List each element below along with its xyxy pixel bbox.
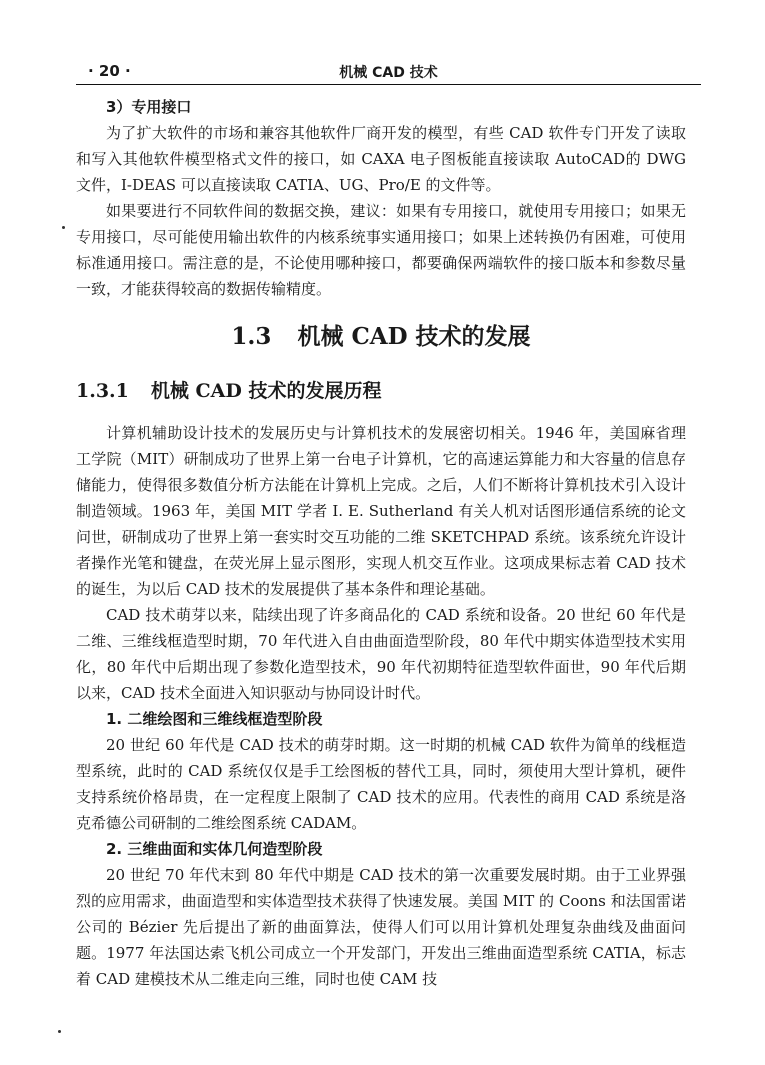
stage1-heading: 1. 二维绘图和三维线框造型阶段 [106, 710, 323, 728]
subsection-title: 机械 CAD 技术的发展历程 [150, 380, 382, 402]
page-number: · 20 · [88, 62, 131, 80]
paragraph: 为了扩大软件的市场和兼容其他软件厂商开发的模型，有些 CAD 软件专门开发了读取和写入其他软件模型格式文件的接口，如 CAXA 电子图板能直接读取 AutoCAD的 DWG 文件，I-DEAS 可以直接读取 CATIA、UG、Pro/E 的文件等。 [76, 124, 686, 194]
subsection-heading [76, 376, 686, 406]
scan-speck [58, 1030, 61, 1033]
running-title: 机械 CAD 技术 [339, 65, 438, 81]
paragraph: 20 世纪 60 年代是 CAD 技术的萌芽时期。这一时期的机械 CAD 软件为简单的线框造型系统，此时的 CAD 系统仅仅是手工绘图板的替代工具，同时，须使用大型计算机，硬件支持系统价格昂贵，在一定程度上限制了 CAD 技术的应用。代表性的商用 CAD 系统是洛克希德公司研制的二维绘图系统 CADAM。 [76, 736, 686, 832]
stage2-heading: 2. 三维曲面和实体几何造型阶段 [106, 840, 323, 858]
page-header [76, 50, 701, 85]
paragraph: CAD 技术萌芽以来，陆续出现了许多商品化的 CAD 系统和设备。20 世纪 60 年代是二维、三维线框造型时期，70 年代进入自由曲面造型阶段，80 年代中期实体造型技术实用化，80 年代中后期出现了参数化造型技术，90 年代初期特征造型软件面世，90 年代后期以来，CAD 技术全面进入知识驱动与协同设计时代。 [76, 606, 686, 702]
page-content [76, 94, 686, 992]
subsection-number: 1.3.1 [76, 380, 129, 402]
interface-heading: 3）专用接口 [106, 98, 192, 116]
paragraph: 20 世纪 70 年代末到 80 年代中期是 CAD 技术的第一次重要发展时期。由于工业界强烈的应用需求，曲面造型和实体造型技术获得了快速发展。美国 MIT 的 Coons 和法国雷诺公司的 Bézier 先后提出了新的曲面算法，使得人们可以用计算机处理复杂曲线及曲面问题。1977 年法国达索飞机公司成立一个开发部门，开发出三维曲面造型系统 CATIA，标志着 CAD 建模技术从二维走向三维，同时也使 CAM 技 [76, 866, 686, 988]
section-title: 机械 CAD 技术的发展 [297, 323, 531, 350]
paragraph: 如果要进行不同软件间的数据交换，建议：如果有专用接口，就使用专用接口；如果无专用接口，尽可能使用输出软件的内核系统事实通用接口；如果上述转换仍有困难，可使用标准通用接口。需注意的是，不论使用哪种接口，都要确保两端软件的接口版本和参数尽量一致，才能获得较高的数据传输精度。 [76, 202, 686, 298]
paragraph: 计算机辅助设计技术的发展历史与计算机技术的发展密切相关。1946 年，美国麻省理工学院（MIT）研制成功了世界上第一台电子计算机，它的高速运算能力和大容量的信息存储能力，使得很多数值分析方法能在计算机上完成。之后，人们不断将计算机技术引入设计制造领域。1963 年，美国 MIT 学者 I. E. Sutherland 有关人机对话图形通信系统的论文问世，研制成功了世界上第一套实时交互功能的二维 SKETCHPAD 系统。该系统允许设计者操作光笔和键盘，在荧光屏上显示图形，实现人机交互作业。这项成果标志着 CAD 技术的诞生，为以后 CAD 技术的发展提供了基本条件和理论基础。 [76, 424, 686, 598]
section-heading [76, 320, 686, 354]
section-number: 1.3 [231, 323, 272, 350]
scan-speck [62, 226, 65, 229]
